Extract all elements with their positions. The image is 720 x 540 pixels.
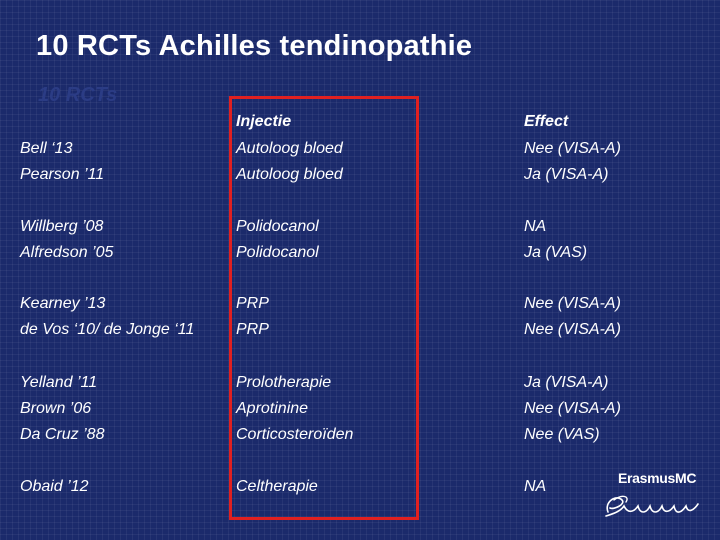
signature-icon (600, 488, 705, 524)
ref-cell: Willberg ’08 (20, 218, 104, 235)
ghost-subtitle: 10 RCTs (38, 84, 118, 106)
logo-text: ErasmusMC (618, 470, 697, 486)
effect-cell: Ja (VAS) (524, 244, 588, 261)
effect-cell: Ja (VISA-A) (524, 374, 609, 391)
injectie-cell: Celtherapie (236, 478, 318, 495)
ref-cell: Kearney ’13 (20, 295, 106, 312)
injectie-cell: Polidocanol (236, 218, 319, 235)
effect-cell: Nee (VISA-A) (524, 295, 621, 312)
effect-cell: Ja (VISA-A) (524, 166, 609, 183)
ref-cell: Da Cruz ’88 (20, 426, 105, 443)
header-effect: Effect (524, 113, 569, 130)
effect-cell: Nee (VISA-A) (524, 321, 621, 338)
ref-cell: Obaid ’12 (20, 478, 89, 495)
effect-cell: NA (524, 478, 547, 495)
injectie-cell: Corticosteroïden (236, 426, 354, 443)
ref-cell: Pearson ’11 (20, 166, 105, 183)
header-injectie: Injectie (236, 113, 292, 130)
ref-cell: Brown ’06 (20, 400, 92, 417)
slide-title: 10 RCTs Achilles tendinopathie (36, 30, 473, 62)
ref-cell: Alfredson ’05 (20, 244, 114, 261)
effect-cell: NA (524, 218, 547, 235)
injectie-cell: Autoloog bloed (236, 166, 343, 183)
effect-cell: Nee (VAS) (524, 426, 600, 443)
injectie-cell: PRP (236, 321, 269, 338)
effect-cell: Nee (VISA-A) (524, 140, 621, 157)
ref-cell: Bell ‘13 (20, 140, 73, 157)
ref-cell: de Vos ‘10/ de Jonge ‘11 (20, 321, 195, 338)
injectie-cell: Autoloog bloed (236, 140, 343, 157)
erasmus-mc-logo (600, 470, 705, 526)
ref-cell: Yelland ’11 (20, 374, 98, 391)
injectie-cell: Prolotherapie (236, 374, 332, 391)
injectie-cell: PRP (236, 295, 269, 312)
injectie-cell: Aprotinine (236, 400, 309, 417)
effect-cell: Nee (VISA-A) (524, 400, 621, 417)
injectie-cell: Polidocanol (236, 244, 319, 261)
